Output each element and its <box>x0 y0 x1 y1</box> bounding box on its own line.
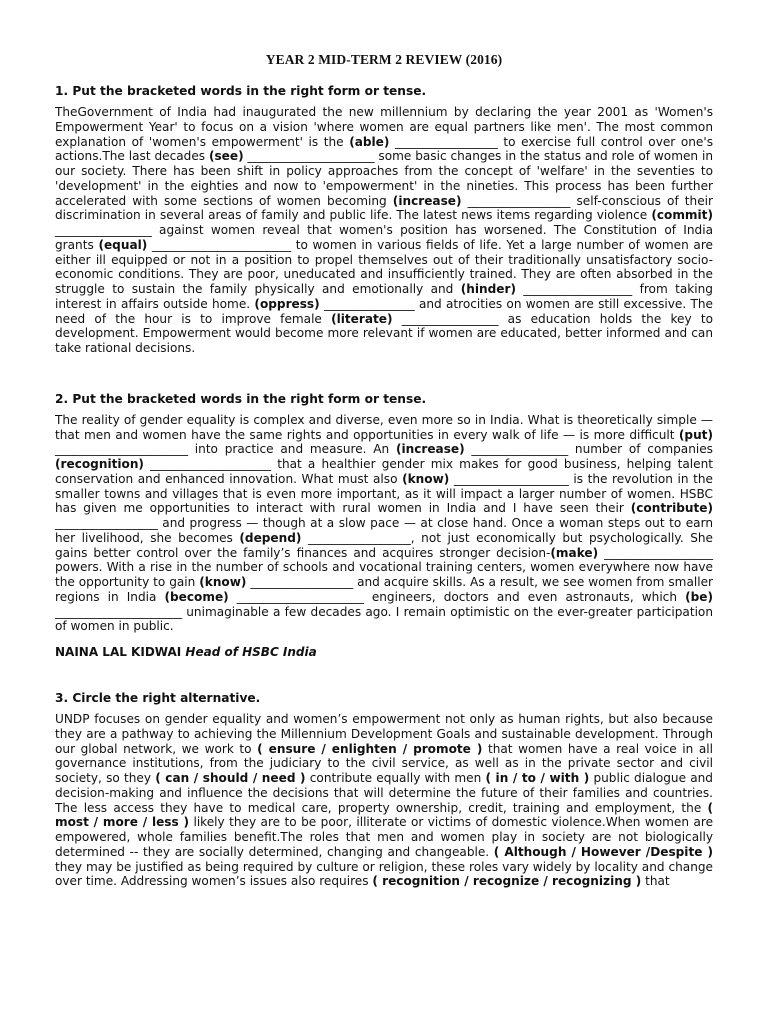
bracketed-cue: (be) <box>685 589 713 604</box>
bracketed-cue: (literate) <box>331 311 393 326</box>
section-3-paragraph: UNDP focuses on gender equality and women’s empowerment not only as human rights, but also because they are a pathway to achieving the Millennium Development Goals and sustainable development. Through our global network, we work to ( ensure / enlighten / promote ) that women have a real voice in all governance institutions, from the judiciary to the civil service, as well as in the private sector and civil society, so they ( can / should / need ) contribute equally with men ( in / to / with ) public dialogue and decision-making and influence the decisions that will determine the future of their families and countries. The less access they have to medical care, property ownership, credit, training and employment, the ( most / more / less ) likely they are to be poor, illiterate or victims of domestic violence.When women are empowered, whole families benefit.The roles that men and women play in society are not biologically determined -- they are socially determined, changing and changeable. ( Although / However /Despite ) they may be justified as being required by culture or religion, these roles vary widely by locality and change over time. Addressing women’s issues also requires ( recognition / recognize / recognizing ) that <box>55 712 714 889</box>
bracketed-cue: (recognition) <box>55 457 144 471</box>
section-2-paragraph: The reality of gender equality is complex and diverse, even more so in India. What is theoretically simple — that men and women have the same rights and opportunities in every walk of life — is more difficult (put) ______________________ into practice and measure. An (increase) ________________ number of companies (recognition) ____________________ that a healthier gender mix makes for good business, helping talent conservation and enhanced innovation. What must also (know) ___________________ is the revolution in the smaller towns and villages that is even more important, as it will impact a larger number of women. HSBC has given me opportunities to interact with rural women in India and I have seen their (contribute) _________________ and progress — though at a slow pace — at close hand. Once a woman steps out to earn her livelihood, she becomes (depend) _________________, not just economically but psychologically. She gains better control over the family’s finances and acquires stronger decision-(make) __________________ powers. With a rise in the number of schools and vocational training centers, women everywhere now have the opportunity to gain (know) _________________ and acquire skills. As a result, we see women from smaller regions in India (become) _____________________ engineers, doctors and even astronauts, which (be) _____________________ unimaginable a few decades ago. I remain optimistic on the ever-greater participation of women in public. <box>55 412 713 634</box>
bracketed-cue: (commit) <box>651 208 713 223</box>
author-name: NAINA LAL KIDWAI <box>55 645 182 659</box>
bracketed-cue: (depend) <box>239 530 302 545</box>
bracketed-cue: ( Although / However /Despite ) <box>493 844 713 859</box>
bracketed-cue: ( ensure / enlighten / promote ) <box>257 741 483 756</box>
author-signature <box>55 645 713 659</box>
document-title: YEAR 2 MID-TERM 2 REVIEW (2016) <box>265 52 503 67</box>
bracketed-cue: (oppress) <box>254 296 320 311</box>
bracketed-cue: (know) <box>402 471 450 486</box>
section-3 <box>55 691 713 889</box>
section-2 <box>55 392 713 634</box>
bracketed-cue: ( in / to / with ) <box>485 771 590 785</box>
author-role: Head of HSBC India <box>185 645 317 659</box>
bracketed-cue: (hinder) <box>460 282 516 296</box>
section-1-paragraph: TheGovernment of India had inaugurated the new millennium by declaring the year 2001 as 'Women's Empowerment Year' to focus on a vision 'where women are equal partners like men'. The most common explanation of 'women's empowerment' is the (able) _________________ to exercise full control over one's actions.The last decades (see) _____________________ some basic changes in the status and role of women in our society. There has been shift in policy approaches from the concept of 'welfare' in the seventies to 'development' in the eighties and now to 'empowerment' in the nineties. This process has been further accelerated with some sections of women becoming (increase) _________________ self-conscious of their discrimination in several areas of family and public life. The latest news items regarding violence (commit) ________________ against women reveal that women's position has worsened. The Constitution of India grants (equal) _______________________ to women in various fields of life. Yet a large number of women are either ill equipped or not in a position to propel themselves out of their traditionally unsatisfactory socio-economic conditions. They are poor, uneducated and insufficiently trained. They are often absorbed in the struggle to sustain the family physically and emotionally and (hinder) __________________ from taking interest in affairs outside home. (oppress) _______________ and atrocities on women are still excessive. The need of the hour is to improve female (literate) ________________ as education holds the key to development. Empowerment would become more relevant if women are educated, better informed and can take rational decisions. <box>55 105 713 355</box>
bracketed-cue: (know) <box>199 575 247 589</box>
bracketed-cue: (contribute) <box>630 501 713 516</box>
bracketed-cue: ( most / more / less ) <box>55 800 713 830</box>
bracketed-cue: (see) <box>208 149 244 164</box>
section-3-heading: 3. Circle the right alternative. <box>55 691 261 705</box>
bracketed-cue: ( can / should / need ) <box>155 771 306 785</box>
bracketed-cue: (become) <box>164 589 229 604</box>
section-1 <box>55 84 713 356</box>
bracketed-cue: ( recognition / recognize / recognizing ) <box>372 874 642 889</box>
bracketed-cue: (put) <box>678 427 713 442</box>
bracketed-cue: (able) <box>349 134 390 149</box>
bracketed-cue: (increase) <box>392 193 462 208</box>
bracketed-cue: (increase) <box>395 442 465 457</box>
bracketed-cue: (equal) <box>98 237 148 252</box>
section-1-heading: 1. Put the bracketed words in the right form or tense. <box>55 84 427 98</box>
section-2-heading: 2. Put the bracketed words in the right form or tense. <box>55 391 427 406</box>
bracketed-cue: (make) <box>550 545 599 560</box>
